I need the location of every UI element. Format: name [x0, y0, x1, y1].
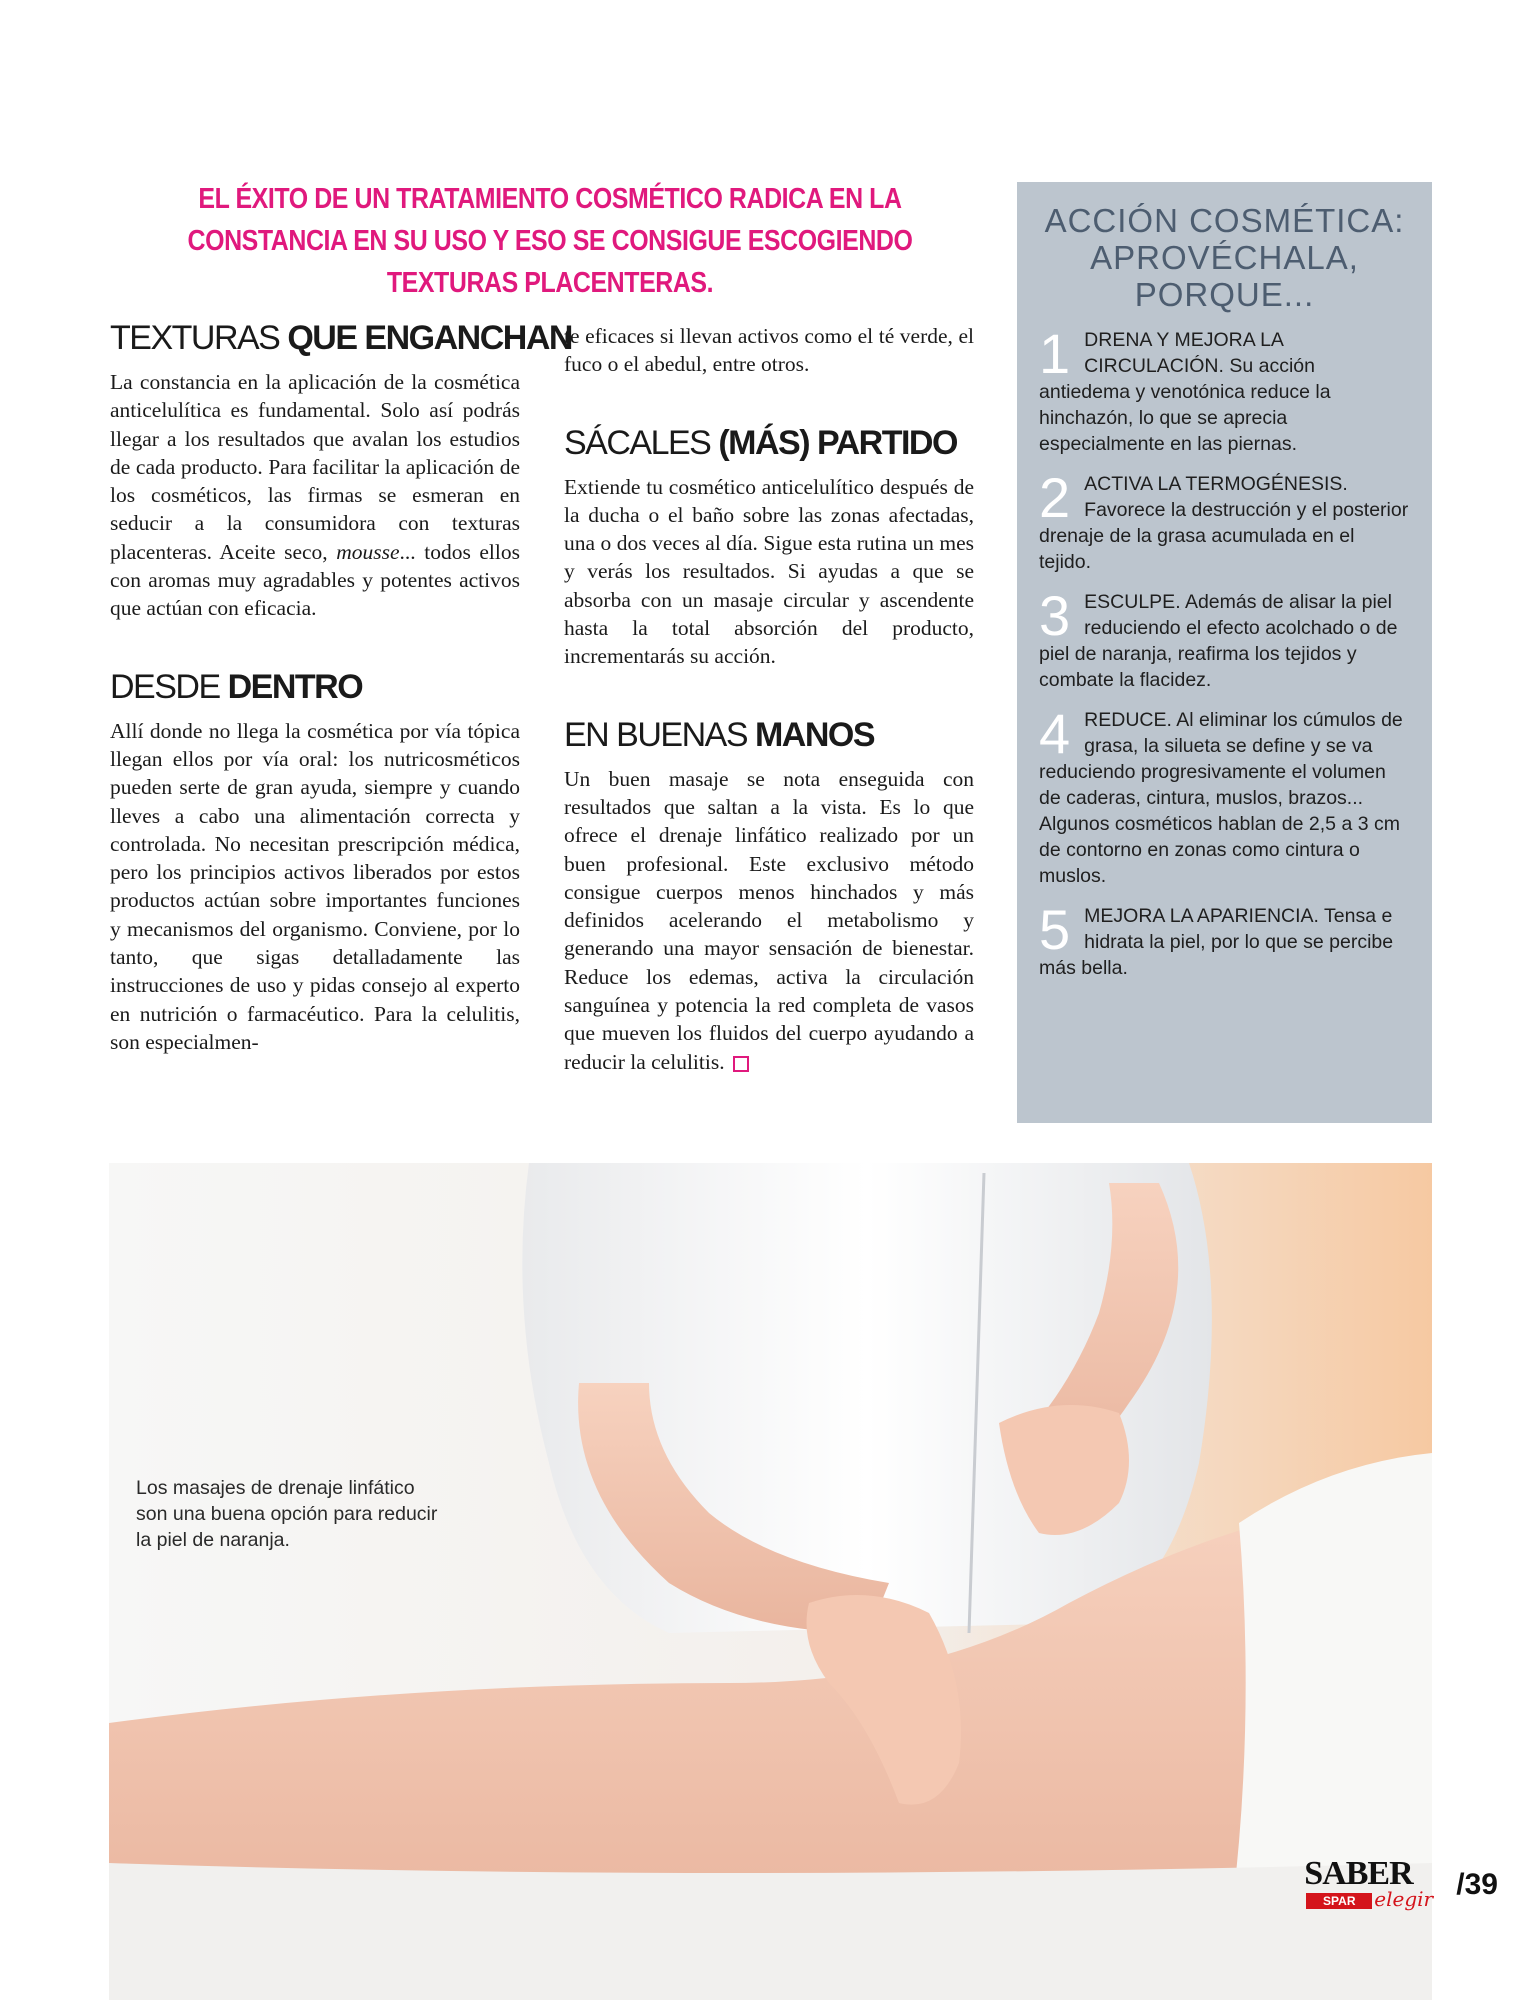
section-title-manos: EN BUENAS MANOS	[564, 715, 875, 754]
sidebar-list	[1017, 322, 1432, 981]
end-of-article-icon	[733, 1056, 749, 1072]
massage-photo	[109, 1163, 1432, 2000]
section-title-texturas: TEXTURAS QUE ENGANCHAN	[110, 319, 572, 357]
saber-elegir-logo: SABER SPAR elegir	[1304, 1855, 1434, 1911]
list-item: 3 ESCULPE. Además de alisar la piel reduciendo el efecto acolchado o de piel de naranja, reafirma los tejidos y combate la flacidez.	[1039, 584, 1398, 691]
list-item: 2 ACTIVA LA TERMOGÉNESIS. Favorece la destrucción y el posterior drenaje de la grasa acumulada en el tejido.	[1039, 466, 1409, 573]
section-title-desde-dentro: DESDE DENTRO	[110, 667, 363, 706]
column-middle	[564, 322, 974, 1076]
list-item: 1 DRENA Y MEJORA LA CIRCULACIÓN. Su acción antiedema y venotónica reduce la hinchazón, lo que se aprecia especialmente en las piernas.	[1039, 322, 1331, 455]
list-item: 4 REDUCE. Al eliminar los cúmulos de grasa, la silueta se define y se va reduciendo progresivamente el volumen de caderas, cintura, muslos, brazos... Algunos cosméticos hablan de 2,5 a 3 cm de contorno en zonas como cintura o muslos.	[1039, 702, 1403, 887]
list-item: 5 MEJORA LA APARIENCIA. Tensa e hidrata la piel, por lo que se percibe más bella.	[1039, 898, 1394, 979]
intro-headline: EL ÉXITO DE UN TRATAMIENTO COSMÉTICO RADICA EN LA CONSTANCIA EN SU USO Y ESO SE CONSIGUE ESCOGIENDO TEXTURAS PLACENTERAS.	[187, 183, 913, 299]
section-body-desde-dentro: Allí donde no llega la cosmética por vía tópica llegan ellos por vía oral: los nutricosméticos pueden serte de gran ayuda, siempre y cuando lleves a cabo una alimentación correcta y controlada. No necesitan prescripción médica, pero los principios activos liberados por estos productos actúan sobre importantes funciones y mecanismos del organismo. Conviene, por lo tanto, que sigas detalladamente las instrucciones de uso y pidas consejo al experto en nutrición o farmacéutico. Para la celulitis, son especialmen-	[110, 718, 520, 1054]
section-body-texturas: La constancia en la aplicación de la cosmética anticelulítica es fundamental. Solo así podrás llegar a los resultados que avalan los estudios de cada producto. Para facilitar la aplicación de los cosméticos, las firmas se esmeran en seducir a la consumidora con texturas placenteras. Aceite seco, mousse... todos ellos con aromas muy agradables y potentes activos que actúan con eficacia.	[110, 370, 520, 621]
footer	[1304, 1855, 1498, 1915]
section-body-sacales: Extiende tu cosmético anticelulítico después de la ducha o el baño sobre las zonas afectadas, una o dos veces al día. Sigue esta rutina un mes y verás los resultados. Si ayudas a que se absorba con un masaje circular y ascendente hasta la total absorción del producto, incrementarás su acción.	[564, 474, 974, 669]
sidebar-title: ACCIÓN COSMÉTICA: APROVÉCHALA, PORQUE...	[1044, 202, 1405, 313]
section-body-manos: Un buen masaje se nota enseguida con resultados que saltan a la vista. Es lo que ofrece el drenaje linfático realizado por un buen profesional. Este exclusivo método consigue cuerpos menos hinchados y más definidos acelerando el metabolismo y generando una mayor sensación de bienestar. Reduce los edemas, activa la circulación sanguínea y potencia la red completa de vasos que mueven los fluidos del cuerpo ayudando a reducir la celulitis.	[564, 766, 974, 1074]
page-number: /39	[1456, 1868, 1498, 1901]
section-body-desde-dentro-continued: te eficaces si llevan activos como el té verde, el fuco o el abedul, entre otros.	[564, 324, 974, 377]
photo-caption: Los masajes de drenaje linfático son una buena opción para reducir la piel de naranja.	[136, 1477, 438, 1551]
section-title-sacales: SÁCALES (MÁS) PARTIDO	[564, 423, 957, 462]
column-left	[110, 318, 572, 1056]
sidebar-box	[1017, 182, 1432, 1123]
